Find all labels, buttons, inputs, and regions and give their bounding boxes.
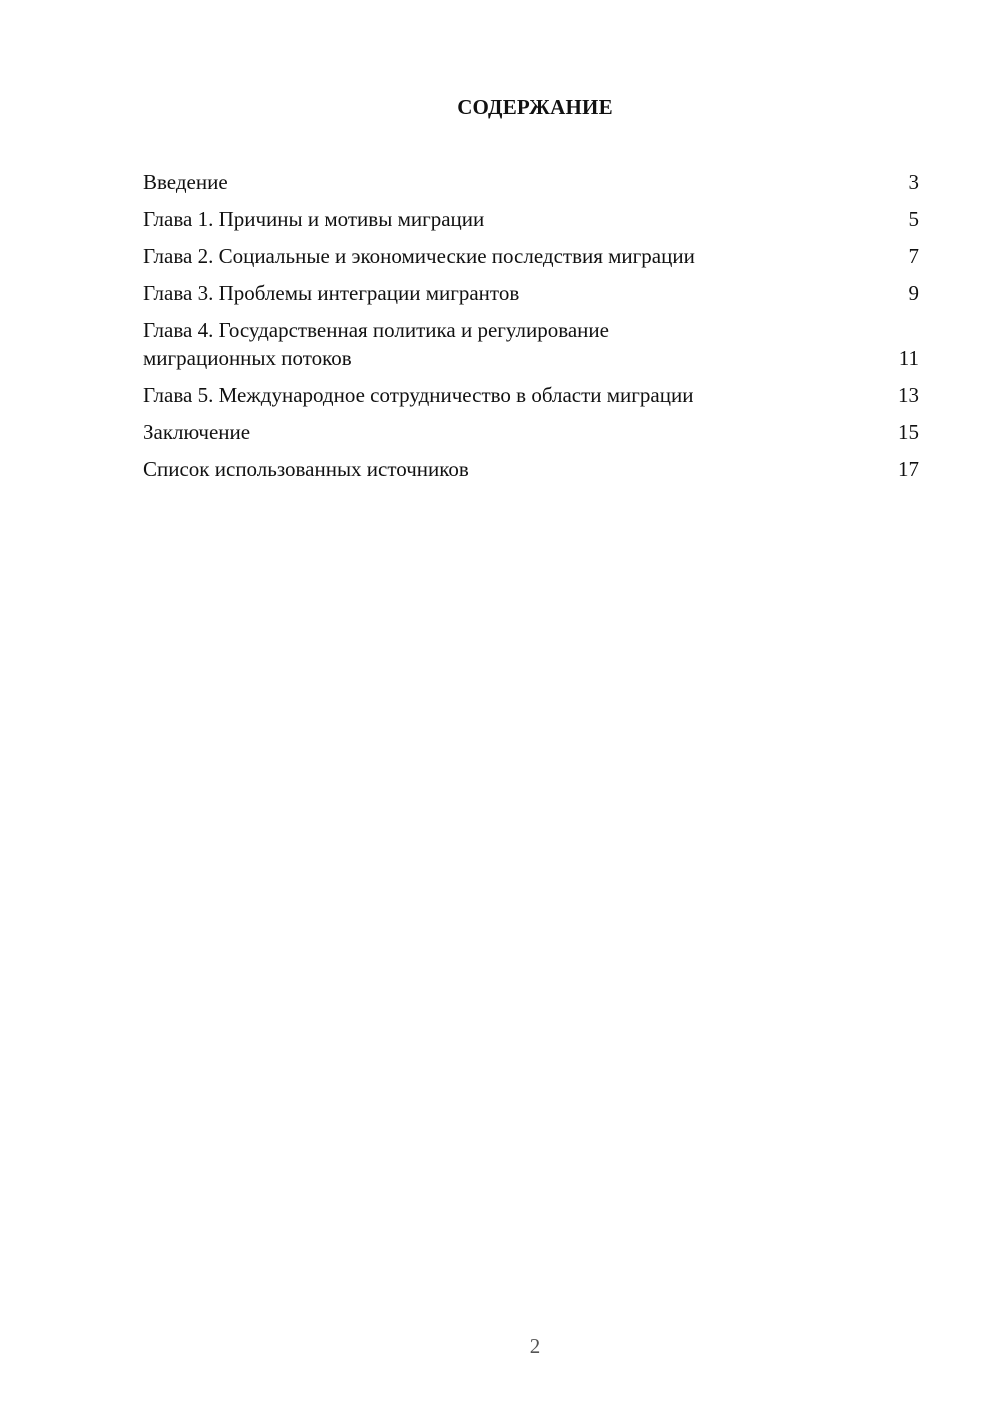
toc-entry-chapter-1[interactable]: [143, 205, 919, 233]
toc-entry-page: 11: [898, 346, 919, 370]
toc-entry-chapter-3[interactable]: [143, 279, 919, 307]
toc-entry-chapter-2[interactable]: [143, 242, 919, 270]
toc-entry-label: Глава 4. Государственная политика и регулирование миграционных потоков: [143, 318, 609, 370]
toc-entry-page: 17: [898, 457, 919, 481]
toc-entry-label: Глава 3. Проблемы интеграции мигрантов: [143, 281, 520, 305]
toc-entry-chapter-4[interactable]: [143, 316, 919, 372]
table-of-contents: [143, 168, 919, 492]
toc-entry-label: Глава 5. Международное сотрудничество в области миграции: [143, 383, 694, 407]
toc-title: СОДЕРЖАНИЕ: [457, 95, 613, 119]
page-number: 2: [529, 1334, 541, 1358]
toc-entry-references[interactable]: [143, 455, 919, 483]
toc-entry-label: Заключение: [143, 420, 251, 444]
toc-entry-conclusion[interactable]: [143, 418, 919, 446]
toc-entry-page: 9: [908, 281, 919, 305]
toc-entry-label: Глава 1. Причины и мотивы миграции: [143, 207, 485, 231]
toc-entry-label: Список использованных источников: [143, 457, 469, 481]
toc-entry-introduction[interactable]: [143, 168, 919, 196]
toc-entry-page: 13: [898, 383, 919, 407]
toc-entry-label: Введение: [143, 170, 228, 194]
toc-entry-page: 3: [908, 170, 919, 194]
toc-entry-chapter-5[interactable]: [143, 381, 919, 409]
toc-entry-label: Глава 2. Социальные и экономические последствия миграции: [143, 244, 695, 268]
toc-entry-page: 5: [908, 207, 919, 231]
toc-entry-page: 7: [908, 244, 919, 268]
toc-entry-page: 15: [898, 420, 919, 444]
